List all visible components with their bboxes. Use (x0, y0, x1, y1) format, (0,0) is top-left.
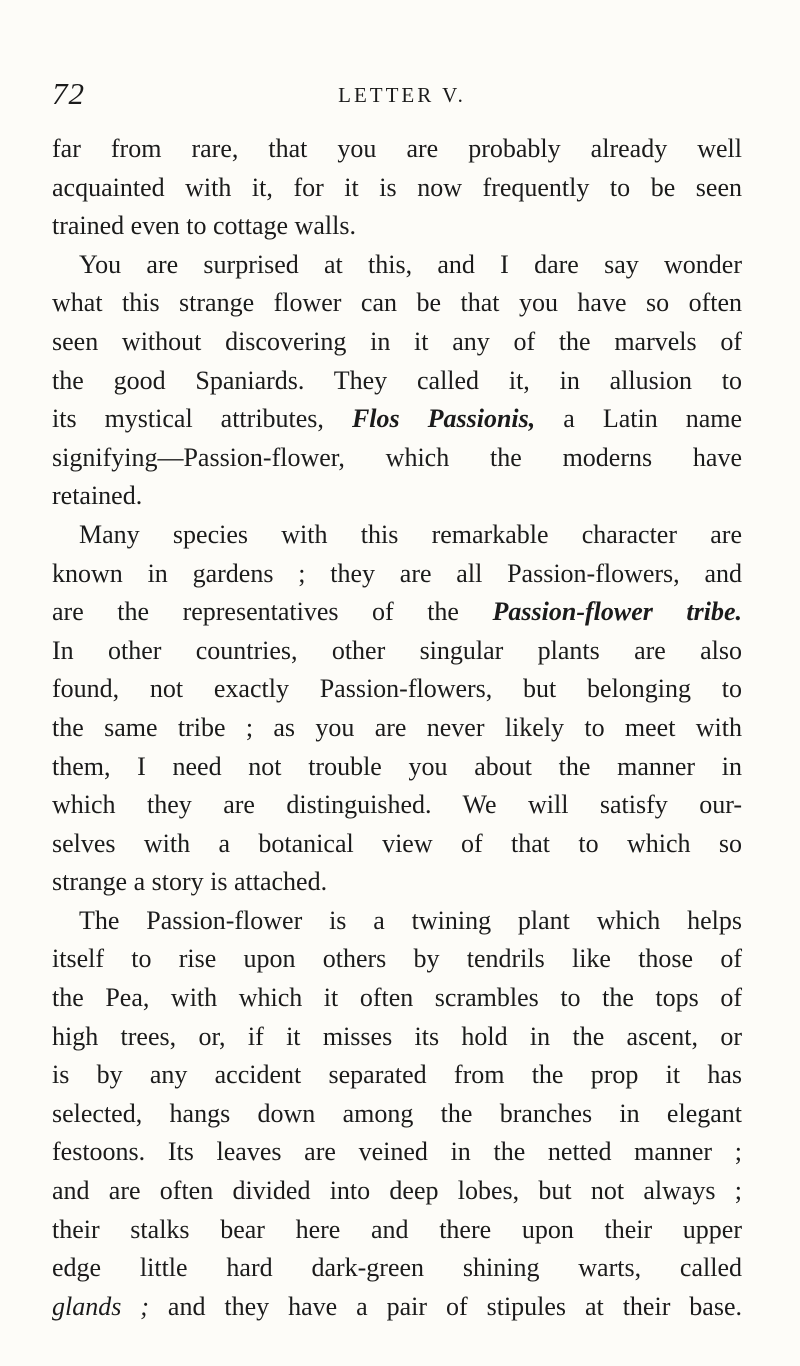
text-line: Many species with this remarkable character are (79, 519, 742, 549)
text-line (52, 400, 742, 439)
line-text: and they have a pair of stipules at their base. (148, 1291, 743, 1321)
text-line: found, not exactly Passion-flowers, but belonging to (52, 674, 742, 704)
text-line: In other countries, other singular plants are also (52, 635, 742, 665)
line-text: are the representatives of the (52, 597, 493, 627)
text-line: them, I need not trouble you about the manner in (52, 751, 742, 781)
text-line: their stalks bear here and there upon their upper (52, 1214, 742, 1244)
line-text: its mystical attributes, (52, 404, 352, 434)
text-line: and are often divided into deep lobes, but not always ; (52, 1176, 742, 1206)
text-line: the Pea, with which it often scrambles to the tops of (52, 983, 742, 1013)
text-line: strange a story is attached. (52, 867, 328, 897)
text-line: The Passion-flower is a twining plant which helps (79, 905, 742, 935)
text-line: known in gardens ; they are all Passion-flowers, and (52, 558, 742, 588)
text-line: high trees, or, if it misses its hold in the ascent, or (52, 1021, 742, 1051)
text-line: seen without discovering in it any of the marvels of (52, 326, 742, 356)
text-line: is by any accident separated from the prop it has (52, 1060, 742, 1090)
text-line: trained even to cottage walls. (52, 211, 356, 241)
text-line: the good Spaniards. They called it, in allusion to (52, 365, 742, 395)
chapter-title: LETTER V. (338, 83, 466, 107)
text-line: You are surprised at this, and I dare say wonder (79, 249, 742, 279)
text-line: festoons. Its leaves are veined in the netted manner ; (52, 1137, 742, 1167)
text-line: what this strange flower can be that you have so often (52, 288, 742, 318)
text-line: retained. (52, 481, 143, 511)
latin-term: Flos Passionis, (351, 404, 536, 434)
text-line: the same tribe ; as you are never likely to meet with (52, 712, 742, 742)
text-line (52, 593, 742, 632)
text-line (52, 1288, 742, 1327)
tribe-term: Passion-flower tribe. (492, 597, 742, 627)
text-line: far from rare, that you are probably already well (52, 134, 742, 163)
text-line: itself to rise upon others by tendrils like those of (52, 944, 742, 974)
text-line: acquainted with it, for it is now frequently to be seen (52, 172, 742, 202)
text-line: edge little hard dark-green shining warts, called (52, 1253, 742, 1283)
text-line: selves with a botanical view of that to which so (52, 828, 742, 858)
text-line: which they are distinguished. We will satisfy our- (52, 790, 742, 820)
text-line: selected, hangs down among the branches in elegant (52, 1098, 742, 1128)
body-text (52, 130, 742, 1326)
line-text: a Latin name (535, 404, 743, 434)
running-head (52, 76, 752, 112)
text-line: signifying—Passion-flower, which the moderns have (52, 442, 742, 472)
glands-term: glands ; (52, 1291, 149, 1321)
page-number: 72 (52, 76, 85, 111)
